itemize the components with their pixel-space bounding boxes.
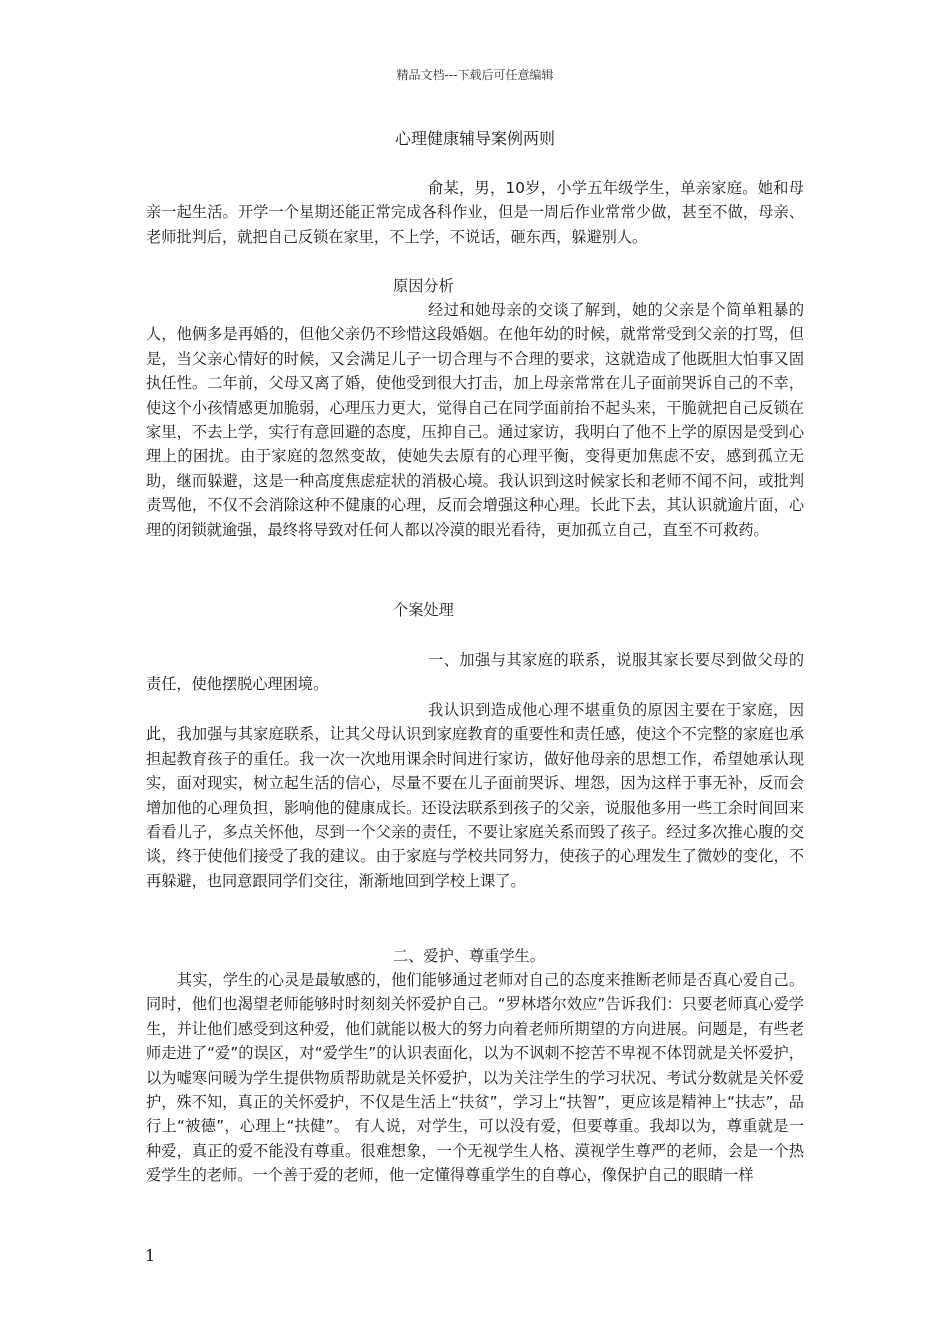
page-number: 1: [145, 1246, 156, 1265]
case-heading-text: 个案处理: [393, 601, 454, 619]
point1-heading-block: [146, 648, 804, 697]
cause-paragraph: 经过和她母亲的交谈了解到，她的父亲是个简单粗暴的人，他俩多是再婚的，但他父亲仍不珍惜这段婚姻。在他年幼的时候，就常常受到父亲的打骂，但是，当父亲心情好的时候，又会满足儿子一切合理与不合理的要求，这就造成了他既胆大怕事又固执任性。二年前，父母又离了婚，使他受到很大打击，加上母亲常常在儿子面前哭诉自己的不幸，使这个小孩情感更加脆弱，心理压力更大，觉得自己在同学面前抬不起头来，干脆就把自己反锁在家里，不去上学，实行有意回避的态度，压抑自己。通过家访，我明白了他不上学的原因是受到心理上的困扰。由于家庭的忽然变故，使她失去原有的心理平衡，变得更加焦虑不安，感到孤立无助，继而躲避，这是一种高度焦虑症状的消极心境。我认识到这时候家长和老师不闻不问，或批判责骂他，不仅不会消除这种不健康的心理，反而会增强这种心理。长此下去，其认识就逾片面，心理的闭锁就逾强，最终将导致对任何人都以冷漠的眼光看待，更加孤立自己，直至不可救药。: [146, 301, 804, 539]
point1-heading: 一、加强与其家庭的联系，说服其家长要尽到做父母的责任，使他摆脱心理困境。: [146, 651, 804, 694]
cause-paragraph-block: [146, 298, 804, 542]
point2-heading-text: 二、爱护、尊重学生。: [393, 947, 545, 965]
cause-heading: [146, 274, 804, 298]
point2-heading: [146, 944, 804, 968]
document-title: 心理健康辅导案例两则: [394, 129, 555, 148]
point1-paragraph-block: [146, 698, 804, 893]
point1-paragraph: 我认识到造成他心理不堪重负的原因主要在于家庭，因此，我加强与其家庭联系，让其父母认识到家庭教育的重要性和责任感，使这个不完整的家庭也承担起教育孩子的重任。我一次一次地用课余时间进行家访，做好他母亲的思想工作，希望她承认现实，面对现实，树立起生活的信心，尽量不要在儿子面前哭诉、埋怨，因为这样于事无补，反而会增加他的心理负担，影响他的健康成长。还设法联系到孩子的父亲，说服他多用一些工余时间回来看看儿子，多点关怀他，尽到一个父亲的责任，不要让家庭关系而毁了孩子。经过多次推心腹的交谈，终于使他们接受了我的建议。由于家庭与学校共同努力，使孩子的心理发生了微妙的变化，不再躲避，也同意跟同学们交往，渐渐地回到学校上课了。: [146, 701, 804, 890]
point2-paragraph: 其实，学生的心灵是最敏感的，他们能够通过老师对自己的态度来推断老师是否真心爱自己。同时，他们也渴望老师能够时时刻刻关怀爱护自己。“罗林塔尔效应”告诉我们：只要老师真心爱学生，并让他们感受到这种爱，他们就能以极大的努力向着老师所期望的方向进展。问题是，有些老师走进了“爱”的误区，对“爱学生”的认识表面化，以为不讽刺不挖苦不卑视不体罚就是关怀爱护，以为嘘寒问暖为学生提供物质帮助就是关怀爱护，以为关注学生的学习状况、考试分数就是关怀爱护，殊不知，真正的关怀爱护，不仅是生活上“扶贫”，学习上“扶智”，更应该是精神上“扶志”，品行上“被德”，心理上“扶健”。 有人说，对学生，可以没有爱，但要尊重。我却以为，尊重就是一种爱，真正的爱不能没有尊重。很难想象，一个无视学生人格、漠视学生尊严的老师，会是一个热爱学生的老师。一个善于爱的老师，他一定懂得尊重学生的自尊心，像保护自己的眼睛一样: [146, 971, 804, 1185]
header-note: 精品文档---下载后可任意编辑: [396, 68, 554, 82]
intro-paragraph-block: [146, 176, 804, 249]
case-heading: [146, 598, 804, 622]
intro-paragraph: 俞某，男，10岁，小学五年级学生，单亲家庭。她和母亲一起生活。开学一个星期还能正常完成各科作业，但是一周后作业常常少做，甚至不做，母亲、老师批判后，就把自己反锁在家里，不上学，不说话，砸东西，躲避别人。: [146, 179, 804, 246]
point2-paragraph-block: [146, 968, 804, 1188]
cause-heading-text: 原因分析: [393, 277, 454, 295]
